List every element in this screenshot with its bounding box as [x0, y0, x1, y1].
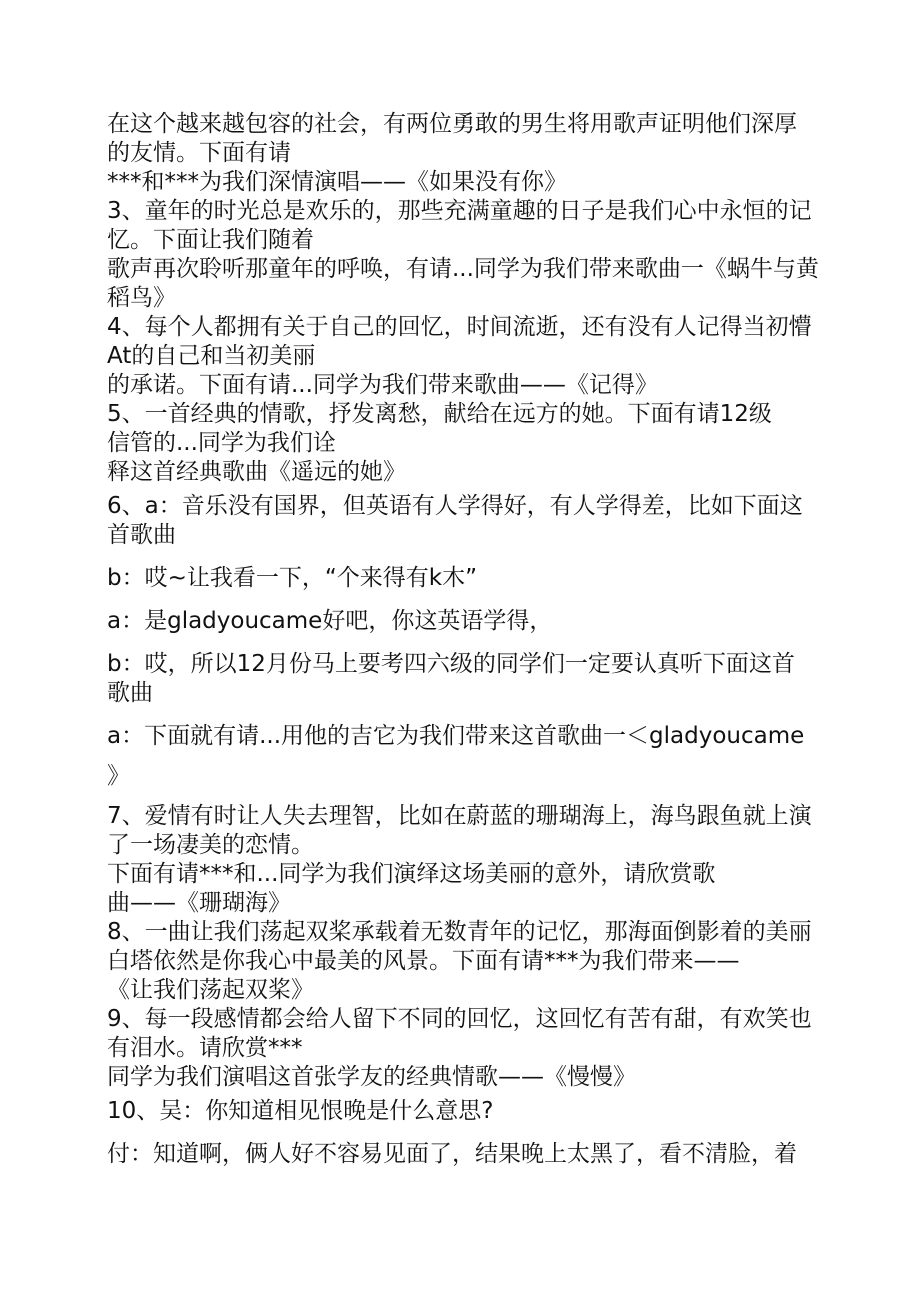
text-line: 6、a：音乐没有国界，但英语有人学得好，有人学得差，比如下面这	[107, 493, 803, 519]
text-line: 8、一曲让我们荡起双桨承载着无数青年的记忆，那海面倒影着的美丽	[107, 919, 812, 945]
text-line: a：是gladyoucame好吧，你这英语学得，	[107, 608, 553, 634]
text-line: 同学为我们演唱这首张学友的经典情歌——《慢慢》	[107, 1064, 636, 1090]
text-line: 10、吴：你知道相见恨晚是什么意思?	[107, 1098, 494, 1124]
text-line: 的友情。下面有请	[107, 140, 291, 166]
text-line: 曲——《珊瑚海》	[107, 890, 291, 916]
text-line: At的自己和当初美丽	[107, 343, 316, 369]
text-line: 3、童年的时光总是欢乐的，那些充满童趣的日子是我们心中永恒的记	[107, 198, 812, 224]
text-line: 有泪水。请欣赏***	[107, 1035, 303, 1061]
document-body	[107, 110, 827, 1169]
text-line: 白塔依然是你我心中最美的风景。下面有请***为我们带来——	[107, 948, 740, 974]
text-line: 忆。下面让我们随着	[107, 227, 314, 253]
text-line: 5、一首经典的情歌，抒发离愁，献给在远方的她。下面有请12级	[107, 401, 772, 427]
text-line: 了一场凄美的恋情。	[107, 832, 314, 858]
text-line: 稻鸟》	[107, 285, 176, 311]
text-line: 下面有请***和...同学为我们演绎这场美丽的意外，请欣赏歌	[107, 861, 716, 887]
text-line: a：下面就有请...用他的吉它为我们带来这首歌曲一＜gladyoucame	[107, 723, 805, 749]
text-line: 》	[107, 763, 130, 789]
text-line: 释这首经典歌曲《遥远的她》	[107, 459, 406, 485]
text-line: b：哎，所以12月份马上要考四六级的同学们一定要认真听下面这首	[107, 651, 795, 677]
text-line: 首歌曲	[107, 522, 176, 548]
text-line: 的承诺。下面有请...同学为我们带来歌曲——《记得》	[107, 372, 658, 398]
text-line: ***和***为我们深情演唱——《如果没有你》	[107, 169, 567, 195]
text-line: 歌声再次聆听那童年的呼唤，有请...同学为我们带来歌曲一《蜗牛与黄	[107, 256, 819, 282]
text-line: 信管的...同学为我们诠	[107, 430, 336, 456]
text-line: 在这个越来越包容的社会，有两位勇敢的男生将用歌声证明他们深厚	[107, 111, 797, 137]
text-line: 《让我们荡起双桨》	[107, 977, 314, 1003]
text-line: b：哎~让我看一下，“个来得有k木”	[107, 565, 478, 591]
text-line: 付：知道啊，俩人好不容易见面了，结果晚上太黑了，看不清脸，着	[107, 1141, 797, 1167]
text-line: 4、每个人都拥有关于自己的回忆，时间流逝，还有没有人记得当初懵	[107, 314, 812, 340]
text-line: 歌曲	[107, 680, 153, 706]
text-line: 7、爱情有时让人失去理智，比如在蔚蓝的珊瑚海上，海鸟跟鱼就上演	[107, 803, 812, 829]
text-line: 9、每一段感情都会给人留下不同的回忆，这回忆有苦有甜，有欢笑也	[107, 1006, 812, 1032]
